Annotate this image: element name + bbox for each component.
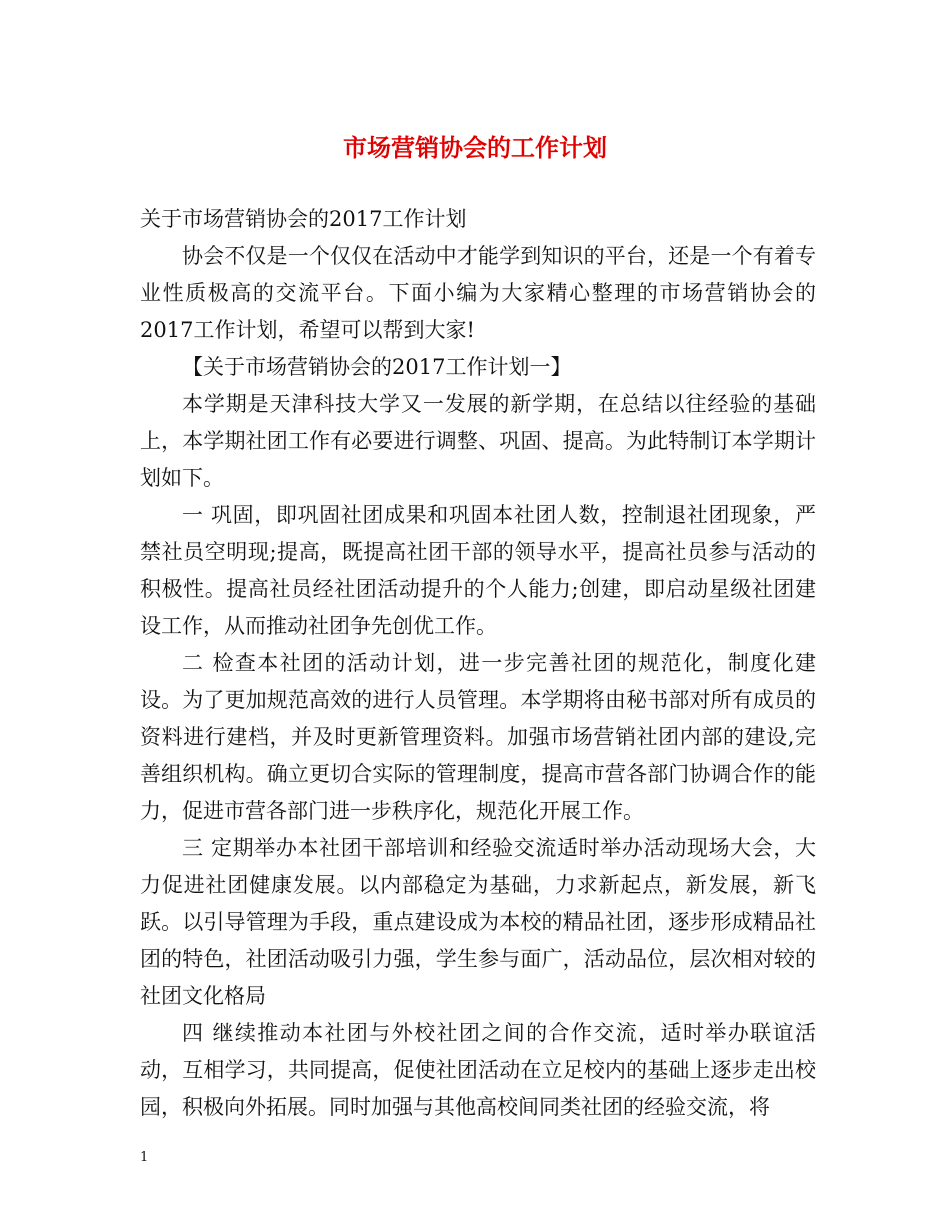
document-subtitle: 关于市场营销协会的2017工作计划 <box>140 207 467 231</box>
body-paragraph: 二 检查本社团的活动计划，进一步完善社团的规范化，制度化建设。为了更加规范高效的进行人员管理。本学期将由秘书部对所有成员的资料进行建档，并及时更新管理资料。加强市场营销社团内部的建设,完善组织机构。确立更切合实际的管理制度，提高市营各部门协调合作的能力，促进市营各部门进一步秩序化，规范化开展工作。 <box>140 651 816 823</box>
body-paragraph-intro: 协会不仅是一个仅仅在活动中才能学到知识的平台，还是一个有着专业性质极高的交流平台。下面小编为大家精心整理的市场营销协会的2017工作计划，希望可以帮到大家! <box>140 244 816 342</box>
section-heading: 【关于市场营销协会的2017工作计划一】 <box>182 355 572 379</box>
body-paragraph: 一 巩固，即巩固社团成果和巩固本社团人数，控制退社团现象，严禁社员空明现;提高，既提高社团干部的领导水平，提高社员参与活动的积极性。提高社员经社团活动提升的个人能力;创建，即启动星级社团建设工作，从而推动社团争先创优工作。 <box>140 503 816 638</box>
body-paragraph: 本学期是天津科技大学又一发展的新学期，在总结以往经验的基础上，本学期社团工作有必要进行调整、巩固、提高。为此特制订本学期计划如下。 <box>140 392 816 490</box>
document-title: 市场营销协会的工作计划 <box>343 133 607 162</box>
document-body <box>140 201 816 1126</box>
page-number: 1 <box>140 1150 149 1165</box>
body-paragraph: 三 定期举办本社团干部培训和经验交流适时举办活动现场大会，大力促进社团健康发展。以内部稳定为基础，力求新起点，新发展，新飞跃。以引导管理为手段，重点建设成为本校的精品社团，逐步形成精品社团的特色，社团活动吸引力强，学生参与面广，活动品位，层次相对较的社团文化格局 <box>140 836 816 1008</box>
body-paragraph: 四 继续推动本社团与外校社团之间的合作交流，适时举办联谊活动，互相学习，共同提高，促使社团活动在立足校内的基础上逐步走出校园，积极向外拓展。同时加强与其他高校间同类社团的经验交流，将 <box>140 1021 816 1119</box>
